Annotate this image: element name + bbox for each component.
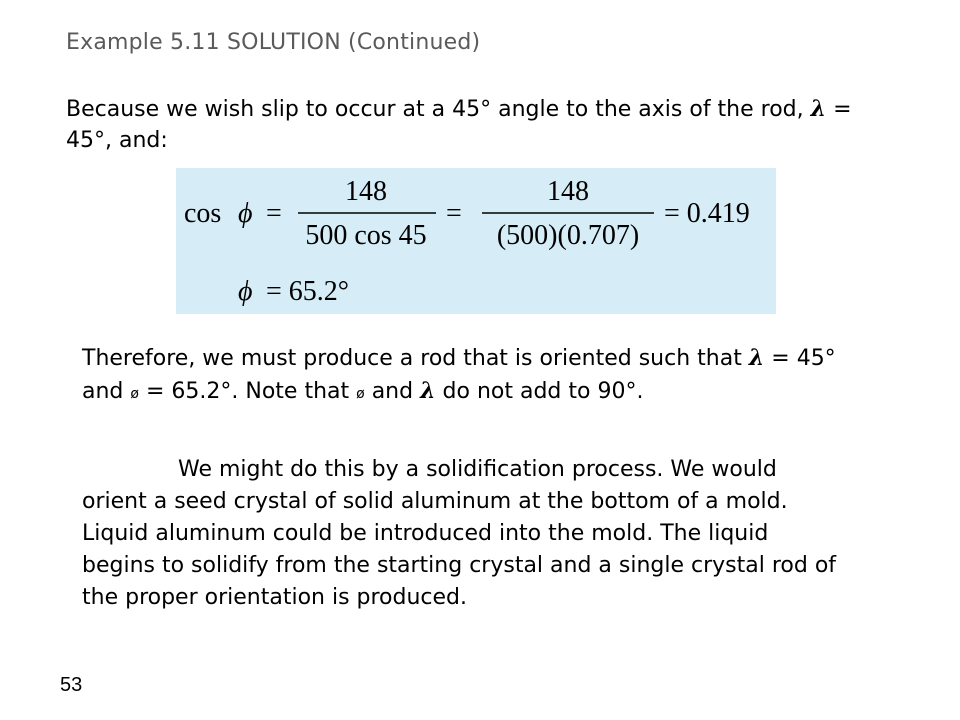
eq-frac2-denominator: (500)(0.707) [496, 220, 640, 251]
p1-text-2: = 45° and [82, 346, 836, 404]
eq-line2-value: = 65.2° [266, 276, 349, 307]
paragraph-conclusion [82, 342, 842, 410]
eq-frac2-numerator: 148 [547, 176, 589, 207]
phi-symbol-1: ø [130, 386, 139, 402]
eq-cos: cos [184, 198, 222, 229]
p1-text-4: and [371, 379, 414, 404]
intro-part-2: = 45°, and: [66, 97, 852, 153]
eq-phi: ϕ [238, 198, 253, 229]
paragraph-process: We might do this by a solidification process. We would orient a seed crystal of solid aluminum at the bottom of a mold. Liquid aluminum could be introduced into the mold. The liquid begins to solidify from the starting crystal and a single crystal rod of the proper orientation is produced. [82, 457, 837, 610]
equation-box [176, 168, 776, 314]
lambda-symbol: λ [810, 96, 827, 122]
slide-title: Example 5.11 SOLUTION (Continued) [66, 30, 481, 55]
p1-text-5: do not add to 90°. [442, 379, 644, 404]
intro-part-1: Because we wish slip to occur at a 45° angle to the axis of the rod, [66, 97, 804, 122]
equation-svg [176, 168, 776, 314]
eq-frac1-denominator: 500 cos 45 [305, 220, 427, 251]
phi-symbol-2: ø [356, 386, 365, 402]
lambda-symbol-2: λ [420, 378, 436, 404]
intro-text [66, 94, 886, 156]
lambda-symbol-1: λ [748, 345, 765, 371]
p1-text-1: Therefore, we must produce a rod that is oriented such that [82, 346, 742, 371]
eq-equals-2: = [446, 198, 462, 229]
eq-result: = 0.419 [664, 198, 750, 229]
eq-equals-1: = [266, 198, 282, 229]
page-number: 53 [60, 674, 83, 696]
p1-text-3: = 65.2°. Note that [145, 379, 350, 404]
eq-phi-line2: ϕ [238, 276, 253, 307]
eq-frac1-numerator: 148 [345, 176, 387, 207]
